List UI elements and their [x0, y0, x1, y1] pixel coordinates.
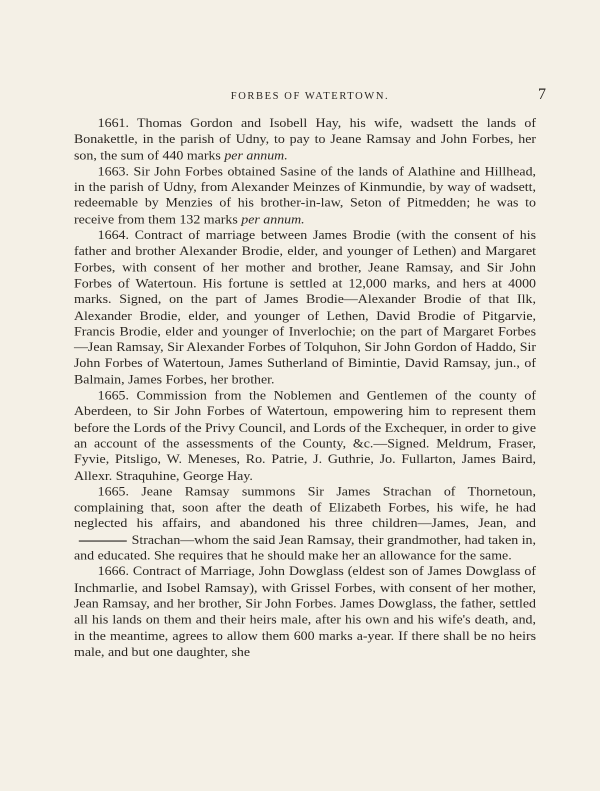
entry-italic: per annum.: [241, 212, 305, 227]
entry-1666: [74, 564, 536, 660]
entry-1665-summons: [74, 484, 536, 564]
name-blank-dash: [79, 540, 127, 541]
entry-1665-commission: [74, 388, 536, 484]
page-header: [74, 88, 546, 106]
entry-text: 1665. Commission from the Noblemen and Gentlemen of the county of Aberdeen, to Sir John Forbes of Watertoun, empowering him to represent them before the Lords of the Privy Council, and Lords of the Exchequer, in order to give an account of the assessments of the County, &c.—Signed. Meldrum, Fraser, Fyvie, Pitsligo, W. Meneses, Ro. Patrie, J. Guthrie, Jo. Fullarton, James Baird, Allexr. Straquhine, George Hay.: [74, 388, 536, 483]
page-number: 7: [538, 86, 546, 103]
entry-1663: [74, 164, 536, 228]
entry-text: 1661. Thomas Gordon and Isobell Hay, his wife, wadsett the lands of Bonakettle, in the parish of Udny, to pay to Jeane Ramsay and John Forbes, her son, the sum of 440 marks: [74, 116, 536, 163]
entry-text: 1666. Contract of Marriage, John Dowglass (eldest son of James Dowglass of Inchmarlie, and Isobel Ramsay), with Grissel Forbes, with consent of her mother, Jean Ramsay, and her brother, Sir John Forbes. James Dowglass, the father, settled all his lands on them and their heirs male, after his own and his wife's death, and, in the meantime, agrees to allow them 600 marks a-year. If there shall be no heirs male, and but one daughter, she: [74, 564, 536, 659]
page-body: [74, 116, 536, 660]
entry-text-continued: Strachan—whom the said Jean Ramsay, their grandmother, had taken in, and educated. She requires that he should make her an allowance for the same.: [74, 532, 536, 563]
entry-italic: per annum.: [224, 148, 288, 163]
entry-1664: [74, 228, 536, 388]
entry-text: 1663. Sir John Forbes obtained Sasine of the lands of Alathine and Hillhead, in the parish of Udny, from Alexander Meinzes of Kinmundie, by way of wadsett, redeemable by Menzies of his brother-in-law, Seton of Pitmedden; he was to receive from them 132 marks: [74, 164, 536, 227]
running-title: FORBES OF WATERTOWN.: [230, 91, 390, 102]
entry-text: 1665. Jeane Ramsay summons Sir James Strachan of Thornetoun, complaining that, soon after the death of Elizabeth Forbes, his wife, he had neglected his affairs, and abandoned his three children—James, Jean, and: [74, 484, 536, 531]
entry-1661: [74, 116, 536, 164]
entry-text: 1664. Contract of marriage between James Brodie (with the consent of his father and brother Alexander Brodie, elder, and younger of Lethen) and Margaret Forbes, with consent of her mother and brother, Jeane Ramsay, and Sir John Forbes of Watertoun. His fortune is settled at 12,000 marks, and hers at 4000 marks. Signed, on the part of James Brodie—Alexander Brodie of that Ilk, Alexander Brodie, elder, and younger of Lethen, David Brodie of Pitgarvie, Francis Brodie, elder and younger of Inverlochie; on the part of Margaret Forbes—Jean Ramsay, Sir Alexander Forbes of Tolquhon, Sir John Gordon of Haddo, Sir John Forbes of Watertoun, James Sutherland of Bimintie, David Ramsay, jun., of Balmain, James Forbes, her brother.: [74, 228, 536, 387]
